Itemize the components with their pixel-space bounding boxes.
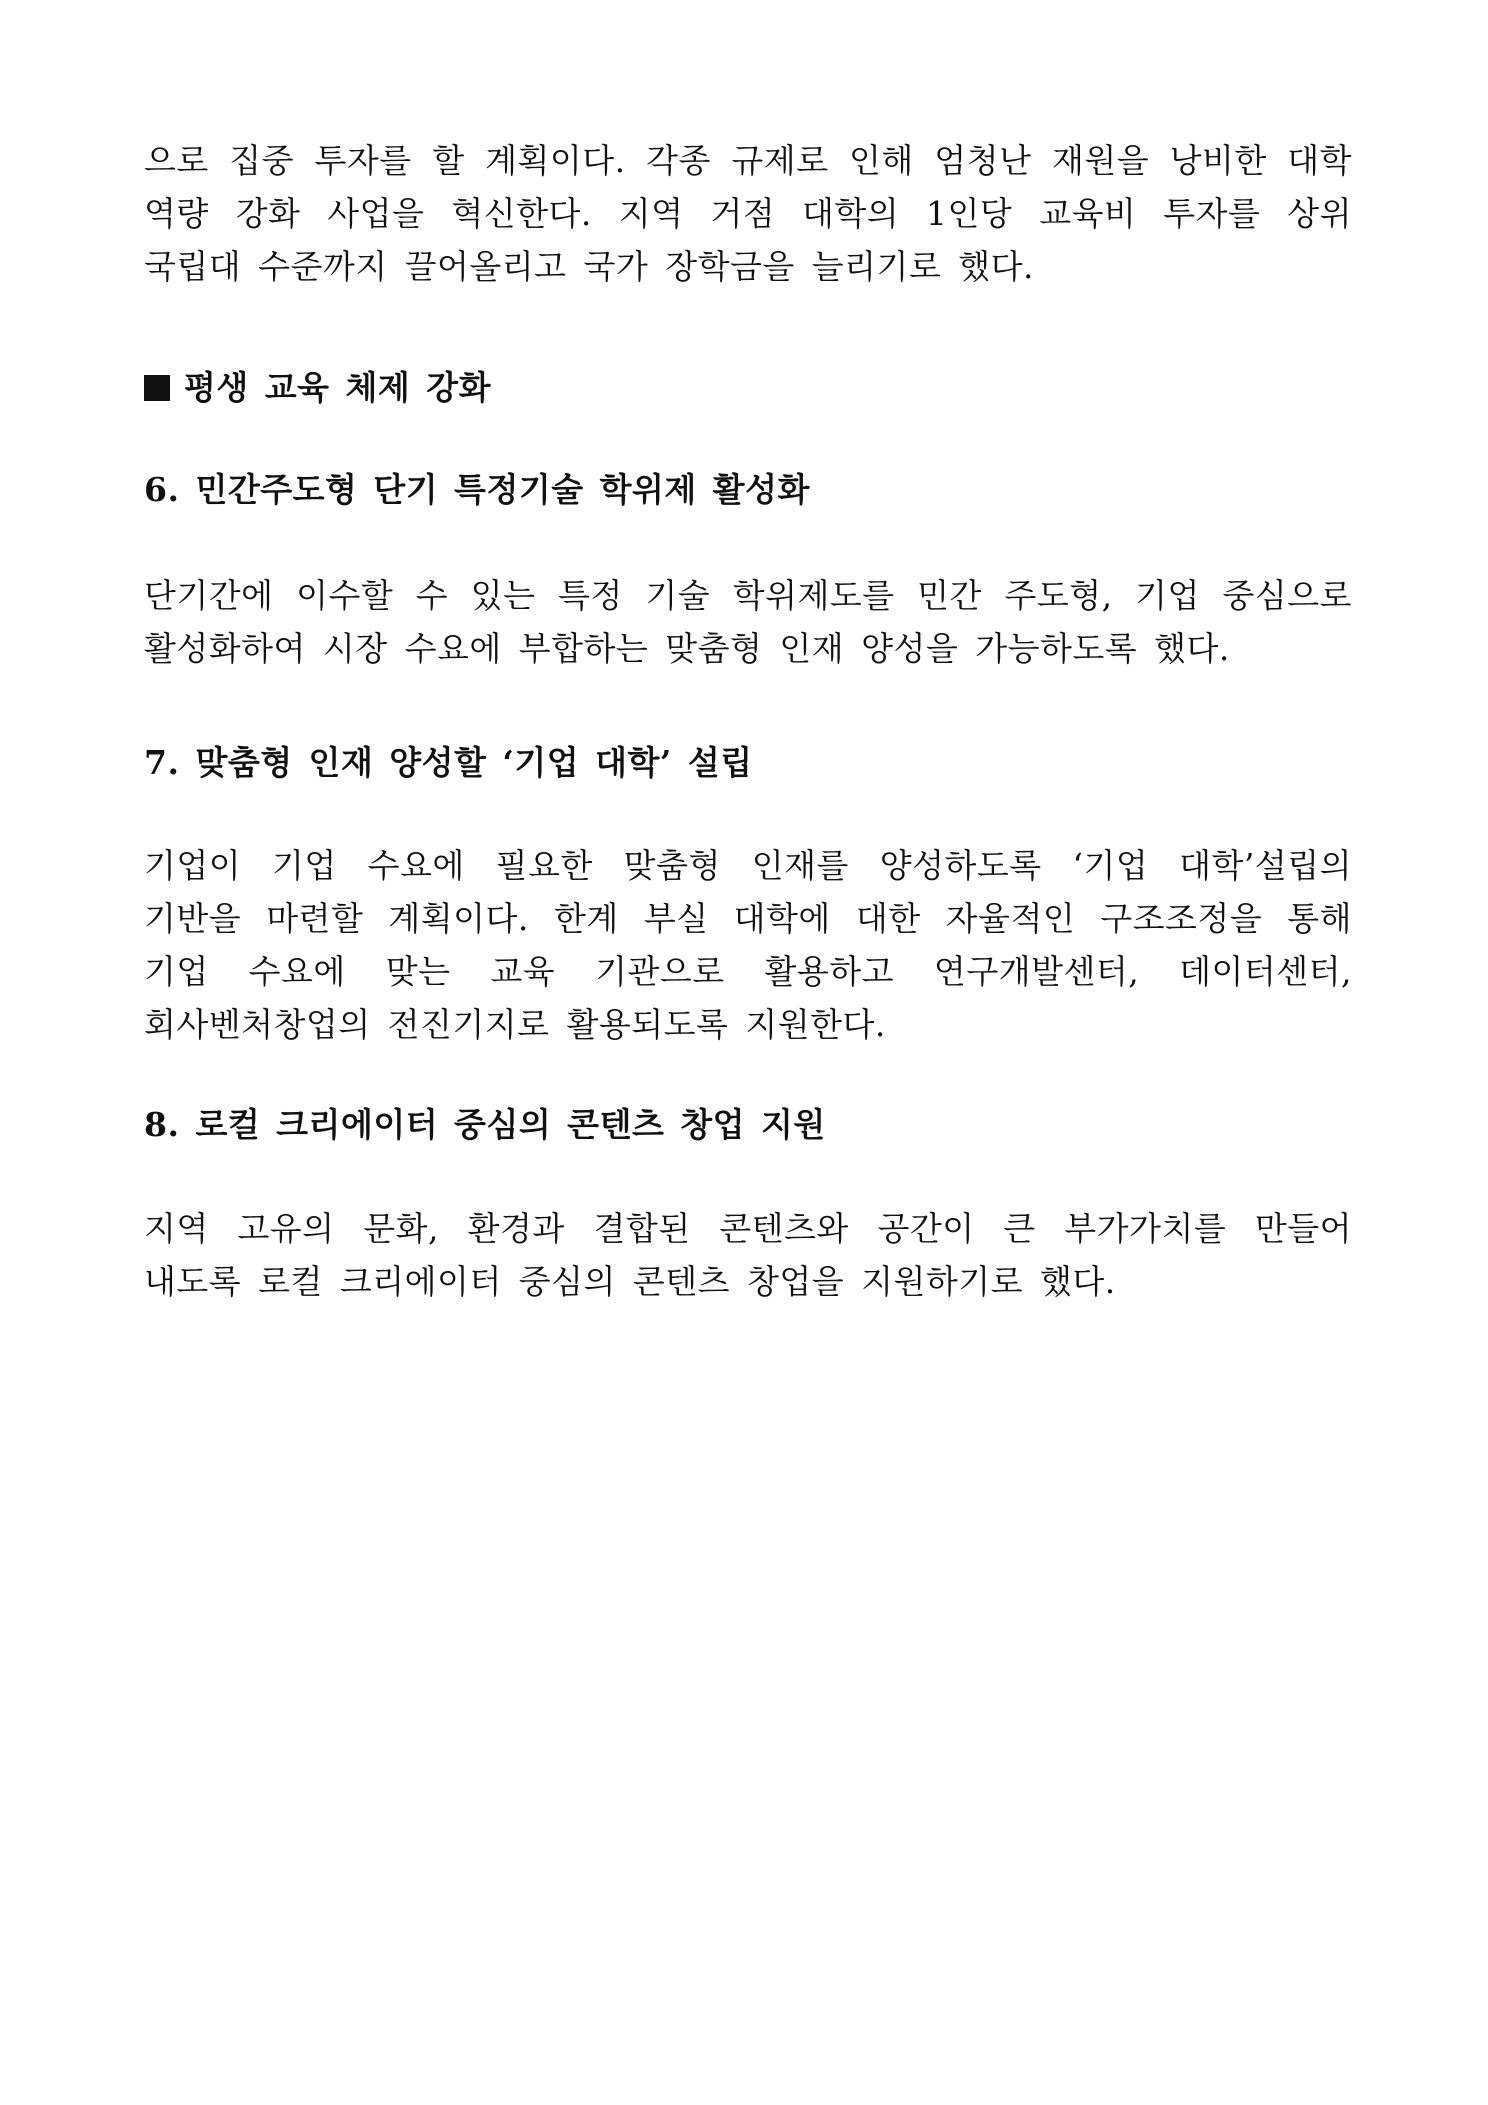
item-heading-7: 7. 맞춤형 인재 양성할 ‘기업 대학’ 설립 xyxy=(144,743,753,782)
section-title: 평생 교육 체제 강화 xyxy=(184,368,491,407)
section-heading xyxy=(144,368,491,408)
item-body-7: 기업이 기업 수요에 필요한 맞춤형 인재를 양성하도록 ‘기업 대학’설립의 기반을 마련할 계획이다. 한계 부실 대학에 대한 자율적인 구조조정을 통해 기업 수요에 맞는 교육 기관으로 활용하고 연구개발센터, 데이터센터, 회사벤처창업의 전진기지로 활용되도록 지원한다. xyxy=(144,846,1352,1044)
black-square-icon xyxy=(144,375,170,401)
item-heading-6: 6. 민간주도형 단기 특정기술 학위제 활성화 xyxy=(144,470,810,509)
intro-paragraph: 으로 집중 투자를 할 계획이다. 각종 규제로 인해 엄청난 재원을 낭비한 대학 역량 강화 사업을 혁신한다. 지역 거점 대학의 1인당 교육비 투자를 상위 국립대 수준까지 끌어올리고 국가 장학금을 늘리기로 했다. xyxy=(144,141,1352,286)
item-heading-8: 8. 로컬 크리에이터 중심의 콘텐츠 창업 지원 xyxy=(144,1105,826,1144)
item-body-6: 단기간에 이수할 수 있는 특정 기술 학위제도를 민간 주도형, 기업 중심으로 활성화하여 시장 수요에 부합하는 맞춤형 인재 양성을 가능하도록 했다. xyxy=(144,576,1352,668)
item-body-8: 지역 고유의 문화, 환경과 결합된 콘텐츠와 공간이 큰 부가가치를 만들어 내도록 로컬 크리에이터 중심의 콘텐츠 창업을 지원하기로 했다. xyxy=(144,1209,1352,1301)
